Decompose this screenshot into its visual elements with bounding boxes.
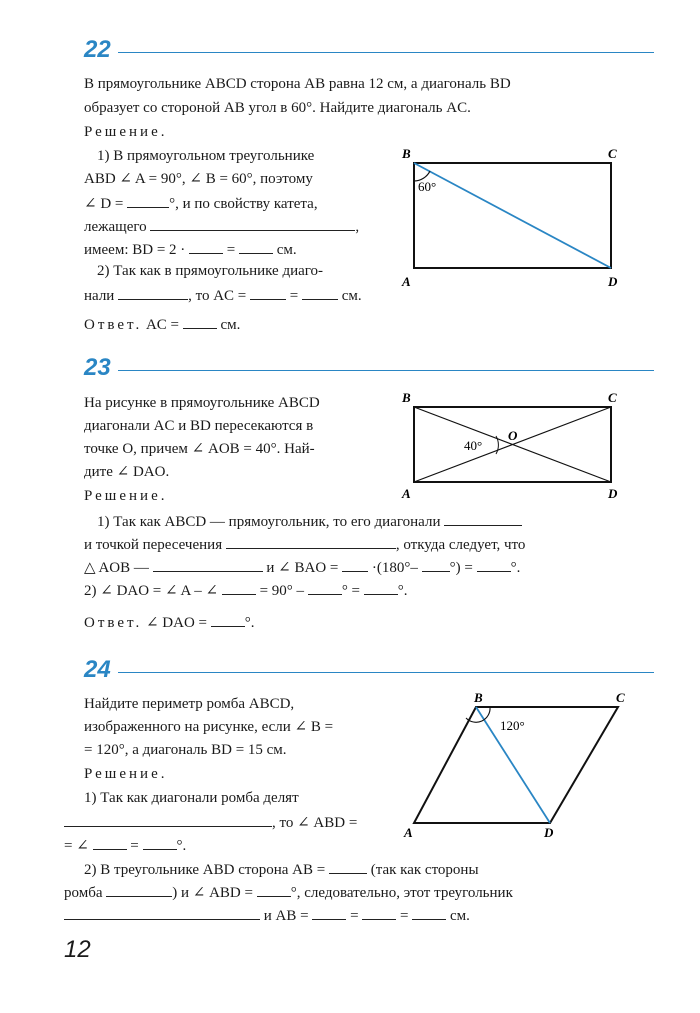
answer-blank[interactable]: [362, 905, 396, 920]
problem-24-statement-line-1: Найдите периметр ромба ABCD,: [84, 696, 295, 712]
problem-24-solution-line-1: 1) Так как диагонали ромба делят: [84, 790, 299, 806]
text: и точкой пересечения: [84, 537, 226, 553]
vertex-c: C: [616, 690, 625, 705]
answer-blank[interactable]: [444, 511, 522, 526]
text: ·(180°–: [368, 560, 422, 576]
text: =: [286, 288, 302, 304]
problem-23-solution-line-4: [84, 580, 408, 600]
answer-blank[interactable]: [239, 239, 273, 254]
answer-label: Ответ.: [84, 615, 143, 631]
problem-23-statement-line-1: На рисунке в прямоугольнике ABCD: [84, 395, 320, 411]
text: и AB =: [260, 908, 313, 924]
problem-22-solution-line-6: 2) Так как в прямоугольнике диаго-: [97, 263, 324, 279]
problem-23-answer: [84, 612, 255, 632]
text: , то ∠ ABD =: [272, 815, 358, 831]
answer-blank[interactable]: [302, 285, 338, 300]
problem-24-figure: [396, 690, 636, 840]
answer-blank[interactable]: [106, 882, 172, 897]
problem-22-solution-line-2: ABD ∠ A = 90°, ∠ B = 60°, поэтому: [84, 171, 313, 187]
problem-22-solution-line-4: [84, 216, 359, 236]
problem-24-solution-line-5: [64, 882, 513, 902]
problem-24-statement-line-2: изображенного на рисунке, если ∠ B =: [84, 719, 334, 735]
answer-blank[interactable]: [412, 905, 446, 920]
text: имеем: BD = 2 ·: [84, 242, 190, 258]
vertex-c: C: [608, 146, 617, 161]
text: 2) ∠ DAO = ∠ A – ∠: [84, 583, 222, 599]
vertex-b: B: [402, 390, 411, 405]
text: =: [396, 908, 413, 924]
angle-label: 60°: [418, 179, 437, 194]
text: ∠ DAO =: [145, 615, 211, 631]
problem-22-solution-line-1: 1) В прямоугольном треугольнике: [97, 148, 315, 164]
answer-blank[interactable]: [127, 193, 169, 208]
problem-22-solution-line-7: [84, 285, 362, 305]
text: °.: [397, 583, 408, 599]
problem-23-solution-line-1: [97, 511, 522, 531]
problem-22-figure: [396, 146, 626, 296]
text: см.: [216, 317, 241, 333]
angle-label: 40°: [464, 438, 483, 453]
problem-23-solution-line-3: [84, 557, 520, 577]
text: ,: [355, 219, 360, 235]
answer-blank[interactable]: [250, 285, 286, 300]
answer-blank[interactable]: [422, 557, 450, 572]
problem-22-statement-line-1: В прямоугольнике ABCD сторона AB равна 12 см, а диагональ BD: [84, 76, 511, 92]
answer-blank[interactable]: [150, 216, 355, 231]
answer-blank[interactable]: [364, 580, 398, 595]
problem-24-rule: [118, 672, 654, 673]
problem-24-statement-line-3: = 120°, а диагональ BD = 15 см.: [84, 742, 287, 758]
vertex-d: D: [608, 274, 618, 289]
answer-blank[interactable]: [329, 859, 367, 874]
vertex-a: A: [402, 274, 411, 289]
vertex-a: A: [404, 825, 413, 840]
vertex-d: D: [608, 486, 618, 501]
answer-blank[interactable]: [93, 835, 127, 850]
vertex-b: B: [402, 146, 411, 161]
answer-blank[interactable]: [143, 835, 177, 850]
answer-blank[interactable]: [477, 557, 511, 572]
problem-23-statement-line-4: дите ∠ DAO.: [84, 464, 170, 480]
text: °.: [510, 560, 521, 576]
angle-label: 120°: [500, 718, 525, 733]
problem-24-solution-line-2: [64, 812, 357, 832]
text: лежащего: [84, 219, 151, 235]
text: ∠ D =: [84, 196, 128, 212]
text: =: [126, 838, 143, 854]
answer-blank[interactable]: [183, 314, 217, 329]
text: °.: [176, 838, 187, 854]
problem-22-solution-label: Решение.: [84, 124, 168, 140]
text: °, и по свойству катета,: [169, 196, 318, 212]
problem-23-solution-line-2: [84, 534, 525, 554]
problem-24-number: 24: [84, 656, 111, 683]
problem-23-solution-label: Решение.: [84, 488, 168, 504]
problem-22-solution-line-5: [84, 239, 297, 259]
vertex-d: D: [544, 825, 554, 840]
answer-label: Ответ.: [84, 317, 143, 333]
problem-23-figure: [396, 392, 626, 502]
text: ° =: [341, 583, 364, 599]
answer-blank[interactable]: [308, 580, 342, 595]
problem-22-rule: [118, 52, 654, 53]
text: ромба: [64, 885, 107, 901]
answer-blank[interactable]: [189, 239, 223, 254]
problem-22-number: 22: [84, 36, 111, 63]
text: см.: [273, 242, 297, 258]
answer-blank[interactable]: [312, 905, 346, 920]
vertex-b: B: [474, 690, 483, 705]
text: см.: [446, 908, 470, 924]
problem-22-answer: [84, 314, 240, 334]
answer-blank[interactable]: [226, 534, 396, 549]
problem-24-solution-line-6: [64, 905, 470, 925]
text: (так как стороны: [366, 862, 479, 878]
text: ) и ∠ ABD =: [172, 885, 257, 901]
problem-23-statement-line-2: диагонали AC и BD пересекаются в: [84, 418, 314, 434]
point-o: O: [508, 428, 518, 443]
answer-blank[interactable]: [64, 812, 272, 827]
answer-blank[interactable]: [222, 580, 256, 595]
answer-blank[interactable]: [342, 557, 368, 572]
text: , откуда следует, что: [395, 537, 526, 553]
text: = 90° –: [255, 583, 308, 599]
text: AC =: [145, 317, 183, 333]
text: °.: [244, 615, 255, 631]
page-number: 12: [64, 936, 91, 963]
answer-blank[interactable]: [153, 557, 263, 572]
diagonal-bd: [414, 163, 611, 268]
problem-24-solution-line-4: [84, 859, 479, 879]
problem-23-rule: [118, 370, 654, 371]
text: △ AOB —: [84, 560, 153, 576]
text: 2) В треугольнике ABD сторона AB =: [84, 862, 329, 878]
text: , то AC =: [188, 288, 250, 304]
text: = ∠: [64, 838, 93, 854]
problem-23-number: 23: [84, 354, 111, 381]
text: °) =: [449, 560, 477, 576]
text: нали: [84, 288, 119, 304]
answer-blank[interactable]: [257, 882, 291, 897]
problem-24-solution-line-3: [64, 835, 186, 855]
problem-23-statement-line-3: точке O, причем ∠ AOB = 40°. Най-: [84, 441, 315, 457]
text: °, следовательно, этот треугольник: [290, 885, 513, 901]
problem-24-solution-label: Решение.: [84, 766, 168, 782]
answer-blank[interactable]: [118, 285, 188, 300]
vertex-a: A: [402, 486, 411, 501]
vertex-c: C: [608, 390, 617, 405]
answer-blank[interactable]: [64, 905, 260, 920]
problem-22-statement-line-2: образует со стороной AB угол в 60°. Найдите диагональ AC.: [84, 100, 471, 116]
problem-22-solution-line-3: [84, 193, 318, 213]
text: и ∠ BAO =: [262, 560, 343, 576]
text: =: [223, 242, 240, 258]
answer-blank[interactable]: [211, 612, 245, 627]
text: см.: [337, 288, 362, 304]
text: =: [346, 908, 363, 924]
text: 1) Так как ABCD — прямоугольник, то его диагонали: [97, 514, 445, 530]
